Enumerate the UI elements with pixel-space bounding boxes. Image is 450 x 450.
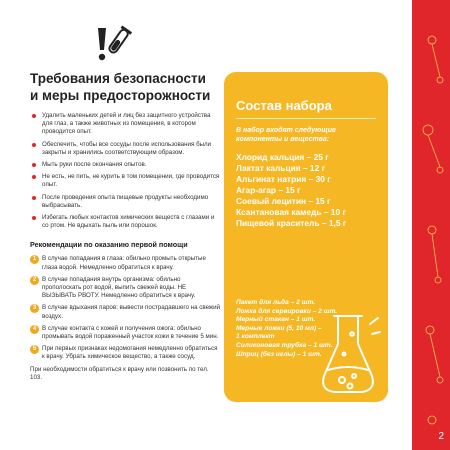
safety-column — [30, 70, 220, 382]
flask-icon — [314, 304, 384, 400]
safety-rule: Обеспечить, чтобы все сосуды после использования были закрыты и хранились соответствующим образом. — [30, 141, 220, 157]
safety-title-line2: и меры предосторожности — [30, 88, 211, 103]
substances-list — [236, 152, 384, 229]
first-aid-text: При первых признаках недомогания немедленно обратиться к врачу. Убрать химическое вещество, а также сосуд. — [42, 345, 218, 361]
kit-contents-card — [224, 72, 388, 402]
substance-item: Пищевой краситель – 1,5 г — [236, 218, 347, 228]
safety-title-line1: Требования безопасности — [30, 71, 206, 86]
molecule-pattern — [418, 20, 448, 440]
decorative-side-band — [412, 0, 450, 450]
substance-item: Агар-агар – 15 г — [236, 185, 301, 195]
safety-rule: Мыть руки после окончания опытов. — [30, 161, 220, 169]
substance-item: Ксантановая камедь – 10 г — [236, 207, 346, 217]
safety-rule: После проведения опыта пищевые продукты необходимо выбрасывать. — [30, 194, 220, 210]
tool-item: Мерные ложки (5, 10 мл) – — [236, 324, 322, 332]
first-aid-item — [30, 276, 220, 301]
safety-rule: Избегать любых контактов химических веществ с глазами и со ртом. Не вдыхать пыль или порошок. — [30, 214, 220, 230]
safety-title — [30, 70, 220, 104]
first-aid-text: В случае вдыхания паров: вывести пострадавшего на свежий воздух. — [42, 304, 220, 320]
number-badge: 5 — [30, 345, 39, 354]
card-divider — [236, 118, 376, 119]
first-aid-item — [30, 304, 220, 320]
number-badge: 2 — [30, 276, 39, 285]
substance-item: Лактат кальция – 12 г — [236, 163, 326, 173]
safety-rule: Удалить маленьких детей и лиц без защитного устройства для глаз, а также животных из помещения, в котором проводится опыт. — [30, 112, 220, 137]
substance-item: Альгинат натрия – 30 г — [236, 174, 331, 184]
substance-item: Хлорид кальция – 25 г — [236, 152, 329, 162]
tool-item: Шприц (без иглы) – 1 шт. — [236, 350, 322, 358]
first-aid-item — [30, 345, 220, 361]
number-badge: 1 — [30, 255, 39, 264]
tool-item: Мерный стакан – 1 шт. — [236, 316, 316, 324]
number-badge: 4 — [30, 325, 39, 334]
card-intro: В набор входят следующие компоненты и вещества: — [236, 127, 336, 143]
first-aid-item — [30, 255, 220, 271]
page-number: 2 — [438, 431, 444, 442]
safety-rules-list — [30, 112, 220, 230]
tool-item: 1 комплект — [236, 333, 275, 341]
tool-item: Силиконовая трубка – 1 шт. — [236, 341, 333, 349]
first-aid-title: Рекомендации по оказанию первой помощи — [30, 240, 188, 250]
safety-rule: Не есть, не пить, не курить в том помещении, где проводится опыт. — [30, 173, 220, 189]
first-aid-text: В случае попадания внутрь организма: обильно прополоскать рот водой, выпить свежей воды. НЕ ВЫЗЫВАТЬ РВОТУ. Немедленно обратиться к врачу. — [42, 275, 196, 300]
tool-item: Пакет для льда – 2 шт. — [236, 299, 316, 306]
substance-item: Соевый лецитин – 15 г — [236, 196, 331, 206]
first-aid-text: В случае контакта с кожей и получения ожога: обильно промывать водой пораженный участок кожи в течение 5 мин. — [42, 324, 219, 341]
first-aid-text: В случае попадания в глаза: обильно промыть открытые глаза водой. Немедленно обратиться к врачу. — [42, 255, 206, 271]
first-aid-note: При необходимости обратиться к врачу или позвонить по тел. 103. — [30, 365, 209, 381]
card-title: Состав набора — [236, 98, 332, 113]
tool-item: Ложка для сервировки – 2 шт. — [236, 307, 338, 315]
first-aid-item — [30, 325, 220, 341]
exclamation-test-tube-icon — [90, 22, 134, 66]
number-badge: 3 — [30, 304, 39, 313]
